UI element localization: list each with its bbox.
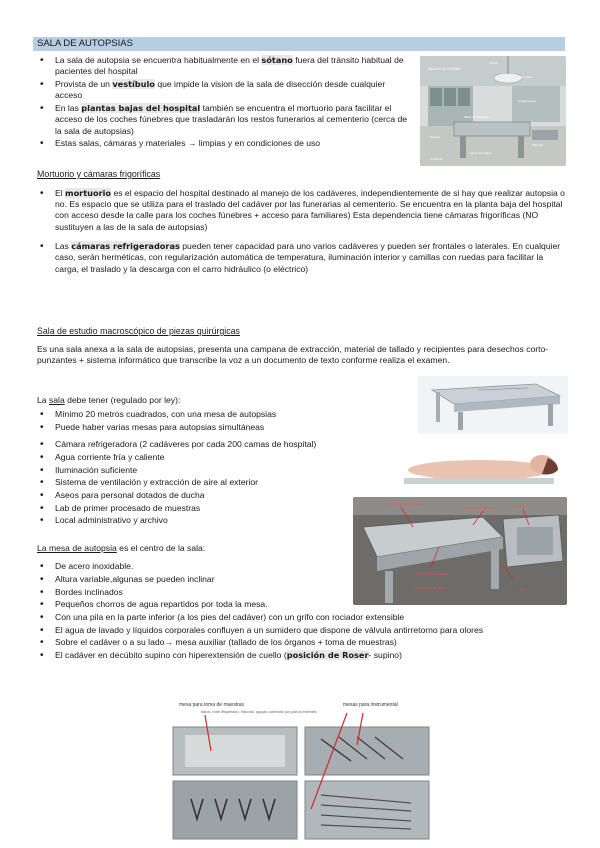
mortuorio-text: El	[55, 187, 66, 198]
list-item	[37, 637, 557, 648]
table-annotation: ELEVACIÓN DE MESA	[415, 586, 447, 590]
macro-text: Es una sala anexa a la sala de autopsias, presenta una campana de extracción, material de tallado y recipientes para desechos corto- punzantes + sistema informático que transcribe la voz a un documento de texto conforme realiza el examen.	[37, 343, 549, 365]
list-item	[37, 515, 397, 526]
autopsy-room-photo	[420, 56, 566, 166]
intro-text: también se encuentra el mortuorio para facilitar el acceso de los coches fúnebres que trasladarán los restos funerarios al cementerio (cerca de la sala de autopsias)	[55, 102, 408, 136]
room-label: Mesa quirúrgica	[470, 151, 492, 155]
intro-text: Estas salas, cámaras y materiales → limpias y en condiciones de uso	[55, 138, 321, 149]
list-item	[37, 465, 397, 476]
list-item-text: Altura variable,algunas se pueden inclinar	[55, 573, 215, 584]
list-item	[37, 503, 397, 514]
annotated-autopsy-table-photo	[353, 497, 567, 605]
instrument-label-left: mesa para toma de muestras	[179, 702, 245, 708]
macro-section	[37, 326, 567, 366]
list-item	[37, 79, 411, 102]
room-label: Bisturís	[430, 135, 441, 139]
intro-highlight: sótano	[261, 55, 293, 65]
list-item	[37, 55, 411, 78]
intro-text: En las	[55, 102, 82, 113]
sala-heading-underlined: sala	[48, 395, 65, 405]
list-item	[37, 625, 557, 636]
sala-list-b	[37, 439, 397, 526]
list-item-text: Cámara refrigeradora (2 cadáveres por cada 200 camas de hospital)	[55, 439, 317, 450]
list-item-text: Pequeños chorros de agua repartidos por toda la mesa.	[55, 599, 268, 610]
sala-heading-post: debe tener (regulado por ley):	[64, 395, 181, 405]
mesa-last-bold: posición de Roser	[286, 649, 369, 660]
instrument-tables-photo	[171, 699, 433, 841]
room-label: Negatoscopio	[518, 99, 537, 103]
list-item	[37, 103, 411, 137]
instrument-sub-left: tubos, bote etiquetado, historial, agujas cubiertas por paños estériles	[201, 710, 317, 714]
room-label: Grifos	[490, 61, 499, 65]
mortuorio-highlight: mortuorio	[65, 187, 112, 198]
table-annotation: PILA	[519, 588, 526, 592]
intro-list	[37, 55, 411, 150]
room-label: SALA DE AUTOPSIAS	[428, 67, 461, 71]
table-annotation: VOLUMEN DE DESAGÜE	[387, 502, 423, 506]
mesa-last-list	[37, 650, 557, 661]
list-item-text: Con una pila en la parte inferior (a los pies del cadáver) con un grifo con rociador extensible	[55, 611, 405, 622]
room-label: Cucharas	[430, 157, 443, 161]
mortuorio-section	[37, 169, 567, 276]
list-item-text: Puede haber varias mesas para autopsias simultáneas	[55, 421, 265, 432]
intro-text: Provista de un	[55, 78, 113, 89]
list-item	[37, 241, 567, 275]
mortuorio-highlight: cámaras refrigeradoras	[71, 240, 180, 251]
instrument-label-right: mesas para instrumental	[343, 702, 398, 708]
list-item-text: Lab de primer procesado de muestras	[55, 502, 201, 513]
list-item-text: Agua corriente fría y caliente	[55, 451, 165, 462]
list-item	[37, 612, 557, 623]
intro-text: La sala de autopsia se encuentra habitualmente en el	[55, 55, 262, 65]
mortuorio-text: pueden tener capacidad para uno varios cadáveres y pueden ser frontales o laterales. En cualquier caso, serán herméticas, con regularización automática de temperatura, iluminación interior y camillas con ruedas para facilitar la carga, el traslado y la descarga con el carro hidráulico (o eléctrico)	[55, 240, 561, 274]
list-item-text: Iluminación suficiente	[55, 464, 138, 475]
list-item-text: Local administrativo y archivo	[55, 515, 168, 526]
list-item	[37, 409, 397, 420]
room-label: Lámpara	[520, 75, 532, 79]
list-item-text: Sobre el cadáver o a su lado→ mesa auxiliar (tallado de los órganos + toma de muestras)	[55, 637, 397, 648]
mortuorio-list	[37, 188, 567, 275]
list-item	[37, 439, 397, 450]
intro-section	[37, 55, 411, 151]
room-label: Balanza	[532, 143, 543, 147]
sala-heading-pre: La	[37, 395, 49, 405]
mortuorio-heading: Mortuorio y cámaras frigoríficas	[37, 169, 161, 179]
list-item-text: Mínimo 20 metros cuadrados, con una mesa de autopsias	[55, 409, 277, 420]
list-item	[37, 452, 397, 463]
mortuorio-text: es el espacio del hospital destinado al manejo de los cadáveres, independientemente de si hay que realizar autopsia o no. Es espacio que se utiliza para el traslado del cadáver por las funerarias al cementerio. Se encuentra en la planta baja del hospital con acceso desde la calle para los coches fúnebres + acceso para familiares) Esta dependencia tiene cámaras frigoríficas (NO sustituyen a las de la sala de autopsias)	[55, 187, 565, 232]
mesa-last-post: - supino)	[368, 649, 402, 660]
intro-text: fuera del tránsito habitual de pacientes del hospital	[55, 55, 404, 77]
mesa-heading-post: es el centro de la sala:	[116, 543, 206, 553]
list-item-text: Aseos para personal dotados de ducha	[55, 489, 205, 500]
table-annotation: INCLINACIÓN DE MESA	[415, 572, 449, 576]
mesa-heading-underlined: La mesa de autopsia	[37, 543, 117, 553]
list-item-text: Sistema de ventilación y extracción de aire al exterior	[55, 477, 259, 488]
intro-text: que impide la vision de la sala de disección desde cualquier acceso	[55, 78, 386, 101]
body-on-table-photo	[400, 440, 568, 492]
sala-list-a	[37, 409, 397, 433]
list-item	[37, 650, 557, 661]
list-item	[37, 138, 411, 149]
table-annotation: MESA DE DISECCIÓN	[465, 506, 496, 510]
list-item	[37, 477, 397, 488]
list-item-text: El agua de lavado y líquidos corporales confluyen a un sumidero que dispone de válvula antirretorno para olores	[55, 624, 484, 635]
list-item	[37, 422, 397, 433]
list-item	[37, 188, 567, 233]
macro-heading: Sala de estudio macroscópico de piezas quirúrgicas	[37, 326, 240, 336]
sala-heading	[37, 395, 397, 406]
list-item-text: De acero inoxidable.	[55, 561, 134, 572]
room-label: Mesa de autopsias	[464, 115, 490, 119]
mesa-last-pre: El cadáver en decúbito supino con hiperextensión de cuello (	[55, 649, 287, 660]
intro-highlight: plantas bajas del hospital	[81, 102, 201, 113]
mortuorio-text: Las	[55, 240, 72, 251]
sala-section	[37, 395, 397, 528]
intro-highlight: vestíbulo	[112, 78, 155, 89]
steel-table-photo	[418, 376, 568, 434]
page-title: SALA DE AUTOPSIAS	[33, 37, 565, 51]
list-item	[37, 490, 397, 501]
table-annotation: ROCIADOR	[511, 504, 528, 508]
list-item-text: Bordes inclinados	[55, 586, 123, 597]
